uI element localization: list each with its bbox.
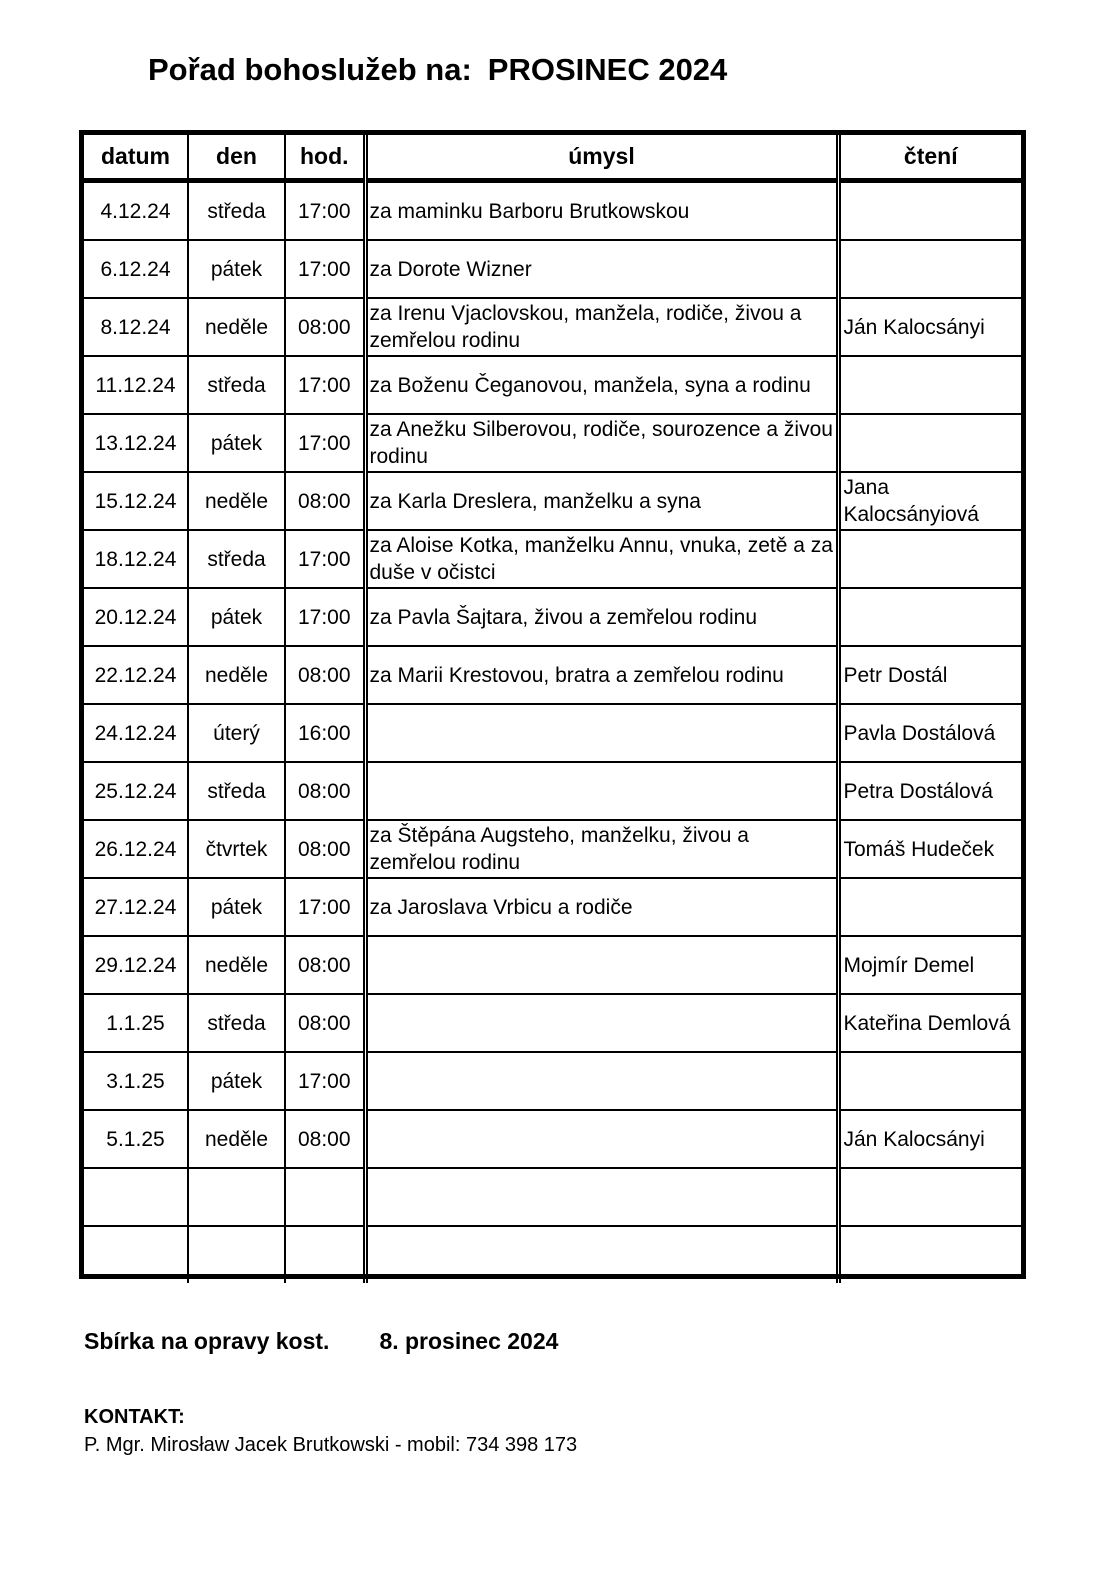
cell-date: 8.12.24 (84, 298, 188, 356)
contact-heading: KONTAKT: (84, 1406, 185, 1428)
cell-intent: za Pavla Šajtara, živou a zemřelou rodinu (365, 588, 838, 646)
cell-date: 29.12.24 (84, 936, 188, 994)
cell-intent: za Anežku Silberovou, rodiče, sourozence a živou rodinu (365, 414, 838, 472)
cell-day: úterý (188, 704, 285, 762)
cell-intent (365, 1052, 838, 1110)
cell-intent (365, 936, 838, 994)
table-row (84, 472, 1021, 530)
cell-intent (365, 1110, 838, 1168)
cell-day: pátek (188, 240, 285, 298)
schedule-table (84, 135, 1021, 1283)
cell-day: středa (188, 762, 285, 820)
column-header-hour: hod. (285, 135, 365, 181)
cell-reading (838, 414, 1021, 472)
table-row (84, 704, 1021, 762)
column-header-day: den (188, 135, 285, 181)
table-row (84, 1110, 1021, 1168)
cell-reading (838, 1226, 1021, 1283)
contact-line: P. Mgr. Mirosław Jacek Brutkowski - mobil: 734 398 173 (84, 1434, 578, 1456)
cell-hour: 17:00 (285, 356, 365, 414)
page-title (148, 52, 727, 88)
cell-date: 13.12.24 (84, 414, 188, 472)
column-header-date: datum (84, 135, 188, 181)
title-month: PROSINEC 2024 (487, 52, 728, 87)
cell-hour: 16:00 (285, 704, 365, 762)
table-row (84, 994, 1021, 1052)
cell-day (188, 1226, 285, 1283)
cell-intent: za Irenu Vjaclovskou, manžela, rodiče, živou a zemřelou rodinu (365, 298, 838, 356)
cell-reading: Ján Kalocsányi (838, 298, 1021, 356)
cell-date: 27.12.24 (84, 878, 188, 936)
table-row (84, 762, 1021, 820)
cell-day (188, 1168, 285, 1226)
cell-intent (365, 1226, 838, 1283)
cell-hour: 08:00 (285, 994, 365, 1052)
title-label: Pořad bohoslužeb na: (148, 52, 472, 87)
table-row (84, 646, 1021, 704)
header-row (84, 135, 1021, 181)
table-row (84, 356, 1021, 414)
table-row (84, 181, 1021, 241)
table-row (84, 1168, 1021, 1226)
cell-intent: za maminku Barboru Brutkowskou (365, 181, 838, 241)
cell-reading: Ján Kalocsányi (838, 1110, 1021, 1168)
cell-day: čtvrtek (188, 820, 285, 878)
table-row (84, 588, 1021, 646)
cell-day: neděle (188, 298, 285, 356)
table-row (84, 878, 1021, 936)
cell-intent: za Boženu Čeganovou, manžela, syna a rodinu (365, 356, 838, 414)
cell-reading (838, 181, 1021, 241)
cell-date (84, 1168, 188, 1226)
column-header-intent: úmysl (365, 135, 838, 181)
cell-day: neděle (188, 1110, 285, 1168)
cell-intent (365, 994, 838, 1052)
schedule-body (84, 181, 1021, 1284)
cell-date: 4.12.24 (84, 181, 188, 241)
cell-hour: 08:00 (285, 1110, 365, 1168)
cell-day: pátek (188, 1052, 285, 1110)
cell-reading (838, 588, 1021, 646)
cell-hour: 08:00 (285, 646, 365, 704)
cell-reading (838, 356, 1021, 414)
table-row (84, 1052, 1021, 1110)
cell-hour: 08:00 (285, 820, 365, 878)
cell-hour: 17:00 (285, 240, 365, 298)
cell-reading: Mojmír Demel (838, 936, 1021, 994)
cell-hour: 08:00 (285, 936, 365, 994)
cell-date: 1.1.25 (84, 994, 188, 1052)
column-header-reading: čtení (838, 135, 1021, 181)
cell-intent: za Jaroslava Vrbicu a rodiče (365, 878, 838, 936)
cell-day: pátek (188, 414, 285, 472)
cell-intent (365, 762, 838, 820)
cell-reading (838, 878, 1021, 936)
cell-date (84, 1226, 188, 1283)
cell-intent: za Dorote Wizner (365, 240, 838, 298)
cell-day: neděle (188, 472, 285, 530)
cell-reading (838, 240, 1021, 298)
cell-date: 20.12.24 (84, 588, 188, 646)
collection-label: Sbírka na opravy kost. (84, 1328, 330, 1354)
cell-date: 25.12.24 (84, 762, 188, 820)
table-row (84, 530, 1021, 588)
cell-intent: za Marii Krestovou, bratra a zemřelou rodinu (365, 646, 838, 704)
cell-date: 5.1.25 (84, 1110, 188, 1168)
cell-hour: 08:00 (285, 298, 365, 356)
cell-date: 15.12.24 (84, 472, 188, 530)
table-row (84, 1226, 1021, 1283)
cell-hour (285, 1168, 365, 1226)
cell-intent (365, 1168, 838, 1226)
cell-hour: 17:00 (285, 1052, 365, 1110)
cell-intent (365, 704, 838, 762)
table-row (84, 936, 1021, 994)
cell-reading: Jana Kalocsányiová (838, 472, 1021, 530)
cell-intent: za Štěpána Augsteho, manželku, živou a zemřelou rodinu (365, 820, 838, 878)
cell-date: 6.12.24 (84, 240, 188, 298)
cell-day: pátek (188, 878, 285, 936)
cell-hour: 17:00 (285, 878, 365, 936)
cell-date: 26.12.24 (84, 820, 188, 878)
cell-date: 18.12.24 (84, 530, 188, 588)
cell-reading (838, 1052, 1021, 1110)
cell-hour: 17:00 (285, 588, 365, 646)
cell-day: středa (188, 181, 285, 241)
cell-intent: za Aloise Kotka, manželku Annu, vnuka, zetě a za duše v očistci (365, 530, 838, 588)
cell-reading: Tomáš Hudeček (838, 820, 1021, 878)
table-row (84, 414, 1021, 472)
cell-day: neděle (188, 936, 285, 994)
cell-reading: Pavla Dostálová (838, 704, 1021, 762)
cell-day: neděle (188, 646, 285, 704)
cell-reading: Kateřina Demlová (838, 994, 1021, 1052)
table-row (84, 240, 1021, 298)
cell-hour: 17:00 (285, 530, 365, 588)
cell-hour: 08:00 (285, 472, 365, 530)
cell-reading (838, 1168, 1021, 1226)
cell-day: středa (188, 994, 285, 1052)
collection-note (84, 1328, 558, 1355)
cell-date: 11.12.24 (84, 356, 188, 414)
cell-reading (838, 530, 1021, 588)
table-row (84, 820, 1021, 878)
cell-hour (285, 1226, 365, 1283)
schedule-frame (79, 130, 1026, 1279)
cell-intent: za Karla Dreslera, manželku a syna (365, 472, 838, 530)
cell-hour: 08:00 (285, 762, 365, 820)
cell-date: 22.12.24 (84, 646, 188, 704)
cell-day: středa (188, 530, 285, 588)
collection-date: 8. prosinec 2024 (379, 1328, 559, 1354)
cell-hour: 17:00 (285, 414, 365, 472)
cell-date: 24.12.24 (84, 704, 188, 762)
cell-reading: Petr Dostál (838, 646, 1021, 704)
cell-day: středa (188, 356, 285, 414)
cell-reading: Petra Dostálová (838, 762, 1021, 820)
cell-day: pátek (188, 588, 285, 646)
table-row (84, 298, 1021, 356)
cell-hour: 17:00 (285, 181, 365, 241)
cell-date: 3.1.25 (84, 1052, 188, 1110)
